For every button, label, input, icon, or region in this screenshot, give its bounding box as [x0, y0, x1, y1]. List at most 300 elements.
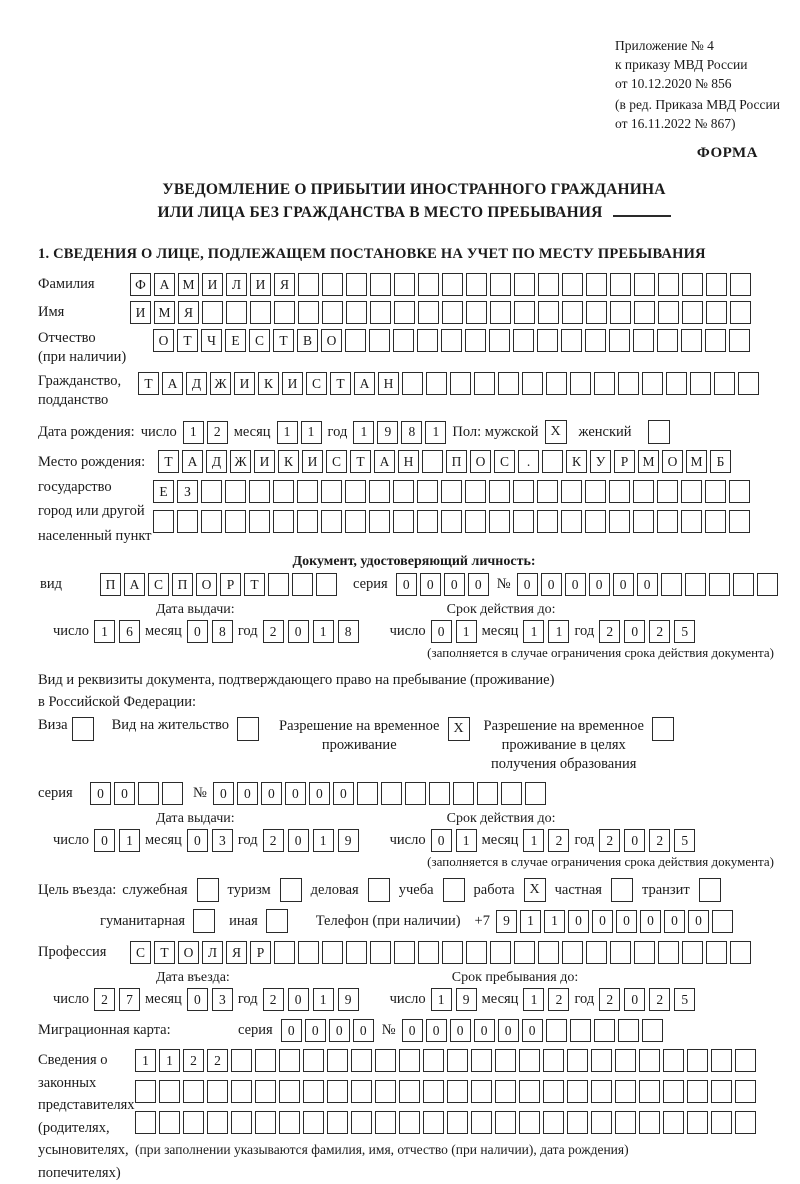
char-box: 0 — [431, 829, 452, 852]
char-box — [618, 1019, 639, 1042]
month-label: месяц — [482, 991, 519, 1008]
char-box — [642, 1019, 663, 1042]
char-box — [657, 480, 678, 503]
day-label: число — [53, 832, 89, 849]
char-box: 2 — [183, 1049, 204, 1072]
residence-series-boxes — [90, 782, 183, 805]
migration-card-row — [38, 1019, 790, 1042]
char-box — [705, 329, 726, 352]
identity-series-label: серия — [353, 576, 388, 593]
char-box: 2 — [548, 988, 569, 1011]
amendment-line: от 16.11.2022 № 867) — [615, 114, 800, 133]
char-box: 1 — [353, 421, 374, 444]
char-box — [255, 1111, 276, 1134]
char-box — [489, 329, 510, 352]
visa-checkbox — [72, 717, 94, 741]
char-box: 0 — [288, 988, 309, 1011]
char-box — [201, 510, 222, 533]
char-box — [201, 480, 222, 503]
char-box: 3 — [212, 988, 233, 1011]
representatives-row2-boxes — [135, 1080, 756, 1103]
char-box — [538, 941, 559, 964]
birth-date-row — [38, 420, 790, 444]
patronymic-row — [38, 329, 790, 367]
char-box: 0 — [568, 910, 589, 933]
char-box: А — [124, 573, 145, 596]
sex-male-label: Пол: мужской — [452, 424, 538, 441]
char-box — [447, 1049, 468, 1072]
char-box — [585, 329, 606, 352]
char-box — [729, 510, 750, 533]
char-box: 2 — [94, 988, 115, 1011]
char-box — [633, 329, 654, 352]
char-box: А — [154, 273, 175, 296]
char-box: О — [470, 450, 491, 473]
char-box: П — [100, 573, 121, 596]
char-box — [369, 510, 390, 533]
char-box — [292, 573, 313, 596]
birth-place-sublabel: государство — [38, 475, 153, 500]
residence-permit-label: Вид на жительство — [112, 717, 229, 734]
surname-row — [38, 273, 790, 296]
char-box: 1 — [544, 910, 565, 933]
char-box: М — [686, 450, 707, 473]
char-box: К — [278, 450, 299, 473]
char-box — [705, 510, 726, 533]
char-box: О — [196, 573, 217, 596]
char-box — [657, 510, 678, 533]
char-box — [441, 510, 462, 533]
char-box — [231, 1049, 252, 1072]
day-label: число — [390, 991, 426, 1008]
temp-permit-label-line1: Разрешение на временное — [279, 717, 439, 736]
char-box — [633, 480, 654, 503]
char-box — [207, 1111, 228, 1134]
char-box: О — [153, 329, 174, 352]
purpose-transit-checkbox — [699, 878, 721, 902]
char-box — [471, 1049, 492, 1072]
char-box — [586, 273, 607, 296]
residence-dates-row — [53, 829, 790, 852]
char-box — [495, 1111, 516, 1134]
birth-place-sublabel: город или другой — [38, 499, 153, 524]
residence-dates-headings — [38, 811, 790, 827]
char-box — [586, 301, 607, 324]
char-box — [381, 782, 402, 805]
char-box — [346, 301, 367, 324]
char-box — [634, 941, 655, 964]
char-box — [706, 301, 727, 324]
representatives-block — [38, 1049, 790, 1184]
char-box — [399, 1111, 420, 1134]
char-box — [730, 273, 751, 296]
char-box: 0 — [624, 988, 645, 1011]
char-box — [394, 273, 415, 296]
residence-expiry-year-boxes — [599, 829, 695, 852]
char-box: 2 — [263, 988, 284, 1011]
birth-month-boxes — [277, 421, 322, 444]
char-box — [345, 510, 366, 533]
char-box — [490, 273, 511, 296]
char-box: 0 — [498, 1019, 519, 1042]
char-box — [561, 480, 582, 503]
char-box: 0 — [237, 782, 258, 805]
char-box: С — [326, 450, 347, 473]
char-box — [279, 1080, 300, 1103]
char-box — [681, 510, 702, 533]
char-box — [375, 1080, 396, 1103]
char-box: 2 — [263, 829, 284, 852]
char-box — [298, 941, 319, 964]
char-box — [633, 510, 654, 533]
identity-expiry-day-boxes — [431, 620, 477, 643]
char-box — [255, 1080, 276, 1103]
char-box: 3 — [212, 829, 233, 852]
purpose-other-checkbox — [266, 909, 288, 933]
purpose-option-label: деловая — [311, 882, 359, 899]
char-box — [159, 1080, 180, 1103]
char-box: О — [178, 941, 199, 964]
char-box — [465, 480, 486, 503]
purpose-option-label: транзит — [642, 882, 690, 899]
char-box — [327, 1080, 348, 1103]
char-box: 0 — [664, 910, 685, 933]
char-box — [706, 941, 727, 964]
year-label: год — [328, 424, 348, 441]
title-blank-line — [613, 203, 671, 217]
char-box — [687, 1080, 708, 1103]
char-box: Я — [274, 273, 295, 296]
residence-issue-year-boxes — [263, 829, 359, 852]
char-box — [658, 273, 679, 296]
birth-place-labels — [38, 450, 153, 548]
char-box — [663, 1049, 684, 1072]
char-box: 1 — [523, 829, 544, 852]
char-box: 0 — [565, 573, 586, 596]
char-box — [705, 480, 726, 503]
day-label: число — [141, 424, 177, 441]
char-box: 9 — [338, 988, 359, 1011]
char-box — [712, 910, 733, 933]
phone-prefix: +7 — [475, 913, 490, 930]
char-box — [345, 329, 366, 352]
char-box: 0 — [444, 573, 465, 596]
residence-doc-types — [38, 717, 790, 774]
identity-issue-day-boxes — [94, 620, 140, 643]
char-box: 0 — [420, 573, 441, 596]
char-box: 1 — [456, 829, 477, 852]
char-box: 0 — [305, 1019, 326, 1042]
char-box: 1 — [119, 829, 140, 852]
issue-date-heading: Дата выдачи: — [156, 811, 235, 827]
representatives-label-line: представителях — [38, 1094, 135, 1117]
char-box: 0 — [353, 1019, 374, 1042]
section-1-heading: 1. СВЕДЕНИЯ О ЛИЦЕ, ПОДЛЕЖАЩЕМ ПОСТАНОВКЕ НА УЧЕТ ПО МЕСТУ ПРЕБЫВАНИЯ — [38, 246, 790, 263]
char-box: 0 — [329, 1019, 350, 1042]
char-box — [274, 301, 295, 324]
char-box — [730, 301, 751, 324]
temp-permit-label-line2: проживание — [279, 736, 439, 755]
char-box — [711, 1111, 732, 1134]
char-box — [249, 480, 270, 503]
edu-permit-checkbox — [652, 717, 674, 741]
char-box: 0 — [624, 829, 645, 852]
char-box — [714, 372, 735, 395]
representatives-row3-boxes — [135, 1111, 756, 1134]
char-box: И — [202, 273, 223, 296]
char-box: 9 — [338, 829, 359, 852]
char-box — [522, 372, 543, 395]
stay-month-boxes — [523, 988, 569, 1011]
identity-number-label: № — [497, 576, 511, 593]
char-box — [471, 1080, 492, 1103]
char-box: 0 — [624, 620, 645, 643]
purpose-option-label: иная — [229, 913, 258, 930]
char-box: 0 — [187, 829, 208, 852]
char-box: 1 — [277, 421, 298, 444]
char-box — [543, 1111, 564, 1134]
issue-date-heading: Дата выдачи: — [156, 602, 235, 618]
identity-doc-heading: Документ, удостоверяющий личность: — [38, 554, 790, 570]
char-box — [466, 301, 487, 324]
char-box — [618, 372, 639, 395]
char-box — [138, 782, 159, 805]
year-label: год — [238, 623, 258, 640]
purpose-option-label: работа — [474, 882, 515, 899]
phone-label: Телефон (при наличии) — [316, 913, 461, 930]
citizenship-label — [38, 372, 138, 410]
year-label: год — [238, 832, 258, 849]
residence-issue-month-boxes — [187, 829, 233, 852]
expiry-date-heading: Срок действия до: — [447, 602, 556, 618]
char-box: 0 — [396, 573, 417, 596]
char-box: 1 — [425, 421, 446, 444]
char-box: Д — [186, 372, 207, 395]
char-box — [369, 480, 390, 503]
char-box — [609, 480, 630, 503]
entry-dates-headings — [38, 970, 790, 986]
char-box: 8 — [338, 620, 359, 643]
residence-doc-intro-line1: Вид и реквизиты документа, подтверждающего право на пребывание (проживание) — [38, 669, 790, 691]
char-box — [615, 1111, 636, 1134]
char-box: Н — [398, 450, 419, 473]
char-box — [426, 372, 447, 395]
sex-male-checkbox: X — [545, 420, 567, 444]
char-box — [183, 1080, 204, 1103]
char-box: 0 — [589, 573, 610, 596]
char-box: И — [130, 301, 151, 324]
residence-number-label: № — [193, 785, 207, 802]
char-box — [639, 1111, 660, 1134]
purpose-work-checkbox: X — [524, 878, 546, 902]
char-box: Р — [220, 573, 241, 596]
residence-series-label: серия — [38, 785, 90, 802]
form-label: ФОРМА — [38, 145, 790, 162]
char-box — [402, 372, 423, 395]
char-box — [561, 510, 582, 533]
char-box: 5 — [674, 620, 695, 643]
char-box — [639, 1049, 660, 1072]
citizenship-row — [38, 372, 790, 410]
month-label: месяц — [482, 832, 519, 849]
char-box: 1 — [313, 620, 334, 643]
month-label: месяц — [145, 991, 182, 1008]
char-box — [609, 510, 630, 533]
char-box — [586, 941, 607, 964]
identity-number-boxes — [517, 573, 778, 596]
char-box — [393, 329, 414, 352]
char-box: С — [306, 372, 327, 395]
char-box: А — [374, 450, 395, 473]
day-label: число — [390, 623, 426, 640]
char-box: Р — [250, 941, 271, 964]
char-box — [471, 1111, 492, 1134]
char-box — [542, 450, 563, 473]
char-box — [303, 1080, 324, 1103]
char-box — [709, 573, 730, 596]
char-box: 2 — [649, 988, 670, 1011]
char-box — [729, 329, 750, 352]
char-box — [567, 1049, 588, 1072]
char-box — [687, 1111, 708, 1134]
char-box — [561, 329, 582, 352]
char-box — [538, 301, 559, 324]
char-box — [738, 372, 759, 395]
char-box: 1 — [135, 1049, 156, 1072]
char-box — [298, 301, 319, 324]
birth-place-box-rows — [153, 450, 750, 533]
char-box: Т — [330, 372, 351, 395]
char-box — [634, 301, 655, 324]
char-box — [562, 273, 583, 296]
identity-dates-row — [53, 620, 790, 643]
char-box — [450, 372, 471, 395]
month-label: месяц — [482, 623, 519, 640]
char-box — [591, 1049, 612, 1072]
birth-date-label: Дата рождения: — [38, 424, 135, 441]
birth-day-boxes — [183, 421, 228, 444]
char-box: 0 — [541, 573, 562, 596]
entry-purpose-row2 — [100, 909, 790, 933]
appendix-line: от 10.12.2020 № 856 — [615, 74, 800, 93]
char-box: 1 — [183, 421, 204, 444]
identity-kind-boxes — [100, 573, 337, 596]
char-box — [567, 1080, 588, 1103]
char-box — [466, 273, 487, 296]
char-box — [442, 301, 463, 324]
char-box: 0 — [114, 782, 135, 805]
char-box — [250, 301, 271, 324]
day-label: число — [53, 623, 89, 640]
char-box — [681, 480, 702, 503]
char-box: К — [258, 372, 279, 395]
char-box — [642, 372, 663, 395]
char-box — [538, 273, 559, 296]
char-box — [207, 1080, 228, 1103]
temp-permit-checkbox: X — [448, 717, 470, 741]
char-box — [429, 782, 450, 805]
char-box: 7 — [119, 988, 140, 1011]
char-box: 0 — [592, 910, 613, 933]
char-box — [423, 1080, 444, 1103]
char-box: Л — [226, 273, 247, 296]
char-box — [417, 480, 438, 503]
char-box: 0 — [281, 1019, 302, 1042]
document-title — [38, 178, 790, 224]
char-box: 2 — [649, 620, 670, 643]
char-box: 2 — [599, 620, 620, 643]
char-box — [249, 510, 270, 533]
char-box — [231, 1111, 252, 1134]
char-box — [375, 1049, 396, 1072]
char-box: С — [249, 329, 270, 352]
char-box: С — [494, 450, 515, 473]
char-box — [634, 273, 655, 296]
char-box — [711, 1080, 732, 1103]
purpose-option-label: туризм — [228, 882, 271, 899]
given-name-input-boxes — [130, 301, 751, 324]
char-box: Б — [710, 450, 731, 473]
char-box — [735, 1049, 756, 1072]
char-box: Т — [350, 450, 371, 473]
citizenship-label-line1: Гражданство, — [38, 372, 138, 391]
purpose-tourism-checkbox — [280, 878, 302, 902]
char-box — [501, 782, 522, 805]
char-box — [297, 480, 318, 503]
char-box: Е — [153, 480, 174, 503]
migration-series-boxes — [281, 1019, 374, 1042]
given-name-label: Имя — [38, 304, 130, 321]
stay-year-boxes — [599, 988, 695, 1011]
char-box — [495, 1049, 516, 1072]
char-box: 2 — [599, 829, 620, 852]
char-box — [594, 372, 615, 395]
char-box: У — [590, 450, 611, 473]
char-box — [465, 329, 486, 352]
char-box: 8 — [401, 421, 422, 444]
char-box — [495, 1080, 516, 1103]
char-box — [730, 941, 751, 964]
char-box — [441, 329, 462, 352]
char-box: 0 — [90, 782, 111, 805]
char-box — [225, 510, 246, 533]
char-box — [202, 301, 223, 324]
char-box — [447, 1111, 468, 1134]
char-box — [321, 480, 342, 503]
char-box — [351, 1111, 372, 1134]
char-box — [537, 510, 558, 533]
char-box: 0 — [288, 620, 309, 643]
amendment-line: (в ред. Приказа МВД России — [615, 95, 800, 114]
year-label: год — [574, 991, 594, 1008]
char-box — [513, 510, 534, 533]
sex-female-label: женский — [579, 424, 632, 441]
char-box — [570, 1019, 591, 1042]
char-box: 1 — [94, 620, 115, 643]
char-box — [370, 301, 391, 324]
char-box — [316, 573, 337, 596]
char-box: 1 — [548, 620, 569, 643]
char-box: 2 — [207, 421, 228, 444]
char-box: М — [178, 273, 199, 296]
char-box — [519, 1111, 540, 1134]
char-box: А — [182, 450, 203, 473]
char-box — [370, 273, 391, 296]
char-box — [351, 1049, 372, 1072]
char-box: 0 — [187, 988, 208, 1011]
char-box: Ж — [210, 372, 231, 395]
char-box: 5 — [674, 829, 695, 852]
